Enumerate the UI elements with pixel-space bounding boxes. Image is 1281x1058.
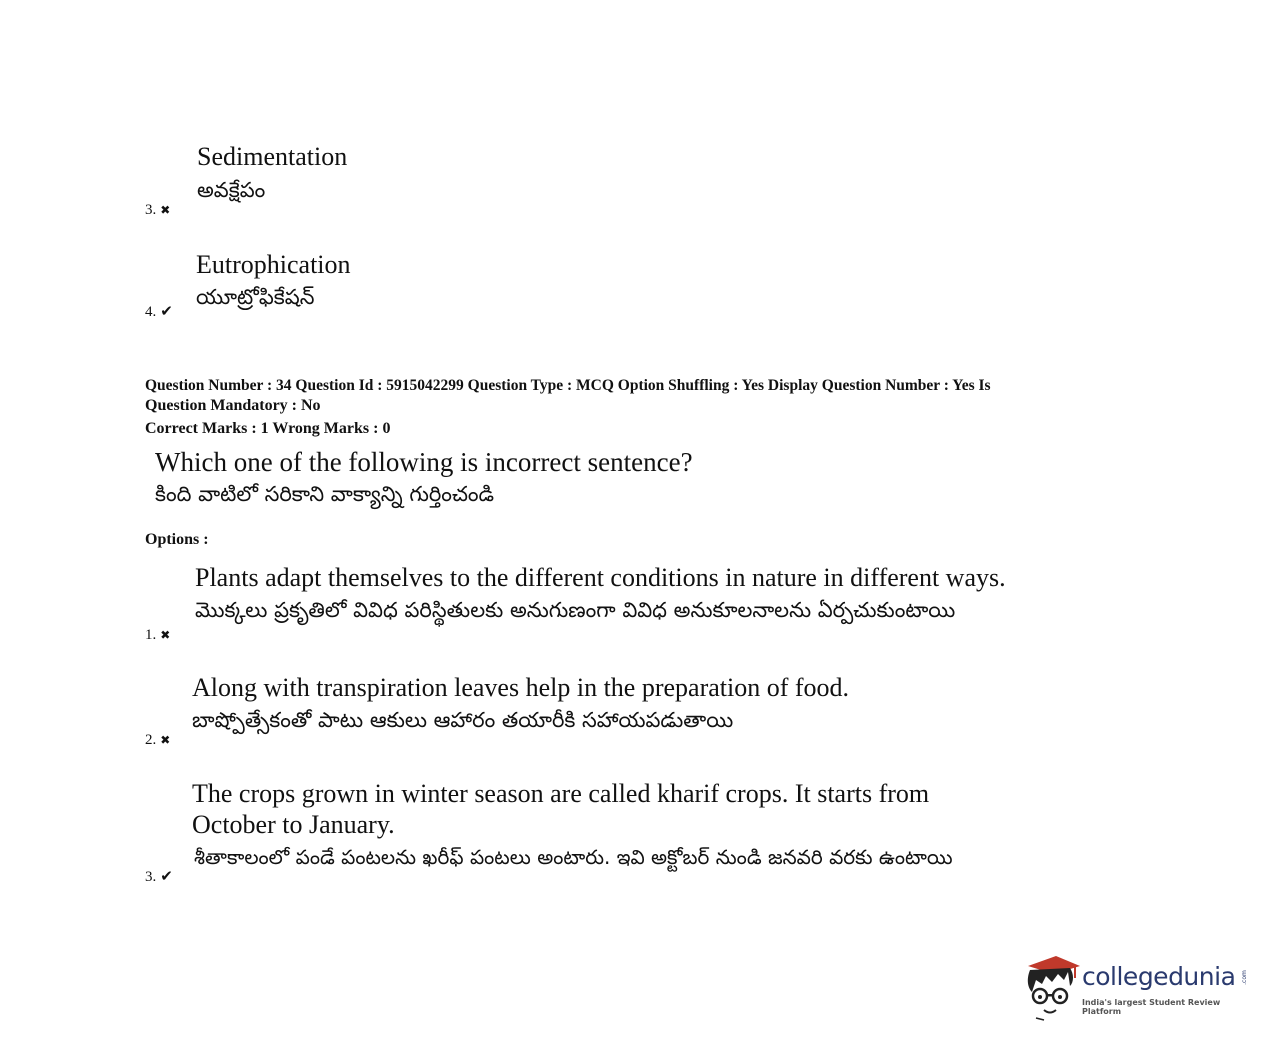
option-3-text-en-line2: October to January. [192, 810, 395, 839]
check-icon: ✔ [160, 867, 173, 885]
option-3-text-te: అవక్షేపం [197, 178, 266, 202]
option-4-number-row [145, 302, 173, 321]
question-meta-line1: Question Number : 34 Question Id : 5915042299 Question Type : MCQ Option Shuffling : Yes Display Question Number : Yes Is [145, 377, 991, 394]
option-number: 3. [145, 869, 157, 885]
option-number: 3. [145, 202, 157, 218]
check-icon: ✔ [160, 302, 173, 320]
option-1-number-row [145, 626, 170, 644]
cross-icon: ✖ [160, 628, 171, 642]
option-3-text-en-line1: The crops grown in winter season are called kharif crops. It starts from [192, 779, 930, 808]
option-number: 1. [145, 627, 157, 643]
logo-tagline: India's largest Student Review Platform [1082, 998, 1221, 1016]
option-4-text-en: Eutrophication [196, 250, 351, 279]
option-2-number-row [145, 731, 170, 749]
collegedunia-logo [1022, 952, 1262, 1022]
option-3-number-row [145, 201, 170, 219]
logo-suffix: .com [1240, 970, 1248, 985]
option-2-text-en: Along with transpiration leaves help in the preparation of food. [192, 673, 850, 702]
question-meta-line2: Question Mandatory : No [145, 397, 321, 414]
cross-icon: ✖ [160, 733, 171, 747]
question-text-te: కింది వాటిలో సరికాని వాక్యాన్ని గుర్తించండి [155, 482, 495, 506]
option-3-text-en: Sedimentation [197, 142, 348, 171]
option-3-number-row [145, 867, 173, 886]
option-3-text-te: శీతాకాలంలో పండే పంటలను ఖరీఫ్ పంటలు అంటారు. ఇవి అక్టోబర్ నుండి జనవరి వరకు ఉంటాయి [194, 845, 953, 869]
option-4-text-te: యూట్రోఫికేషన్ [196, 285, 315, 309]
option-number: 2. [145, 732, 157, 748]
option-number: 4. [145, 304, 157, 320]
question-marks: Correct Marks : 1 Wrong Marks : 0 [145, 420, 391, 437]
options-label: Options : [145, 531, 209, 548]
option-1-text-en: Plants adapt themselves to the different conditions in nature in different ways. [195, 563, 1006, 592]
logo-name: collegedunia [1082, 962, 1236, 991]
mascot-icon [1022, 952, 1080, 1022]
option-1-text-te: మొక్కలు ప్రకృతిలో వివిధ పరిస్థితులకు అనుగుణంగా వివిధ అనుకూలనాలను ఏర్పచుకుంటాయి [195, 598, 956, 622]
question-text-en: Which one of the following is incorrect sentence? [155, 447, 693, 477]
option-2-text-te: బాష్పోత్సేకంతో పాటు ఆకులు ఆహారం తయారీకి సహాయపడుతాయి [192, 708, 734, 732]
cross-icon: ✖ [160, 203, 171, 217]
